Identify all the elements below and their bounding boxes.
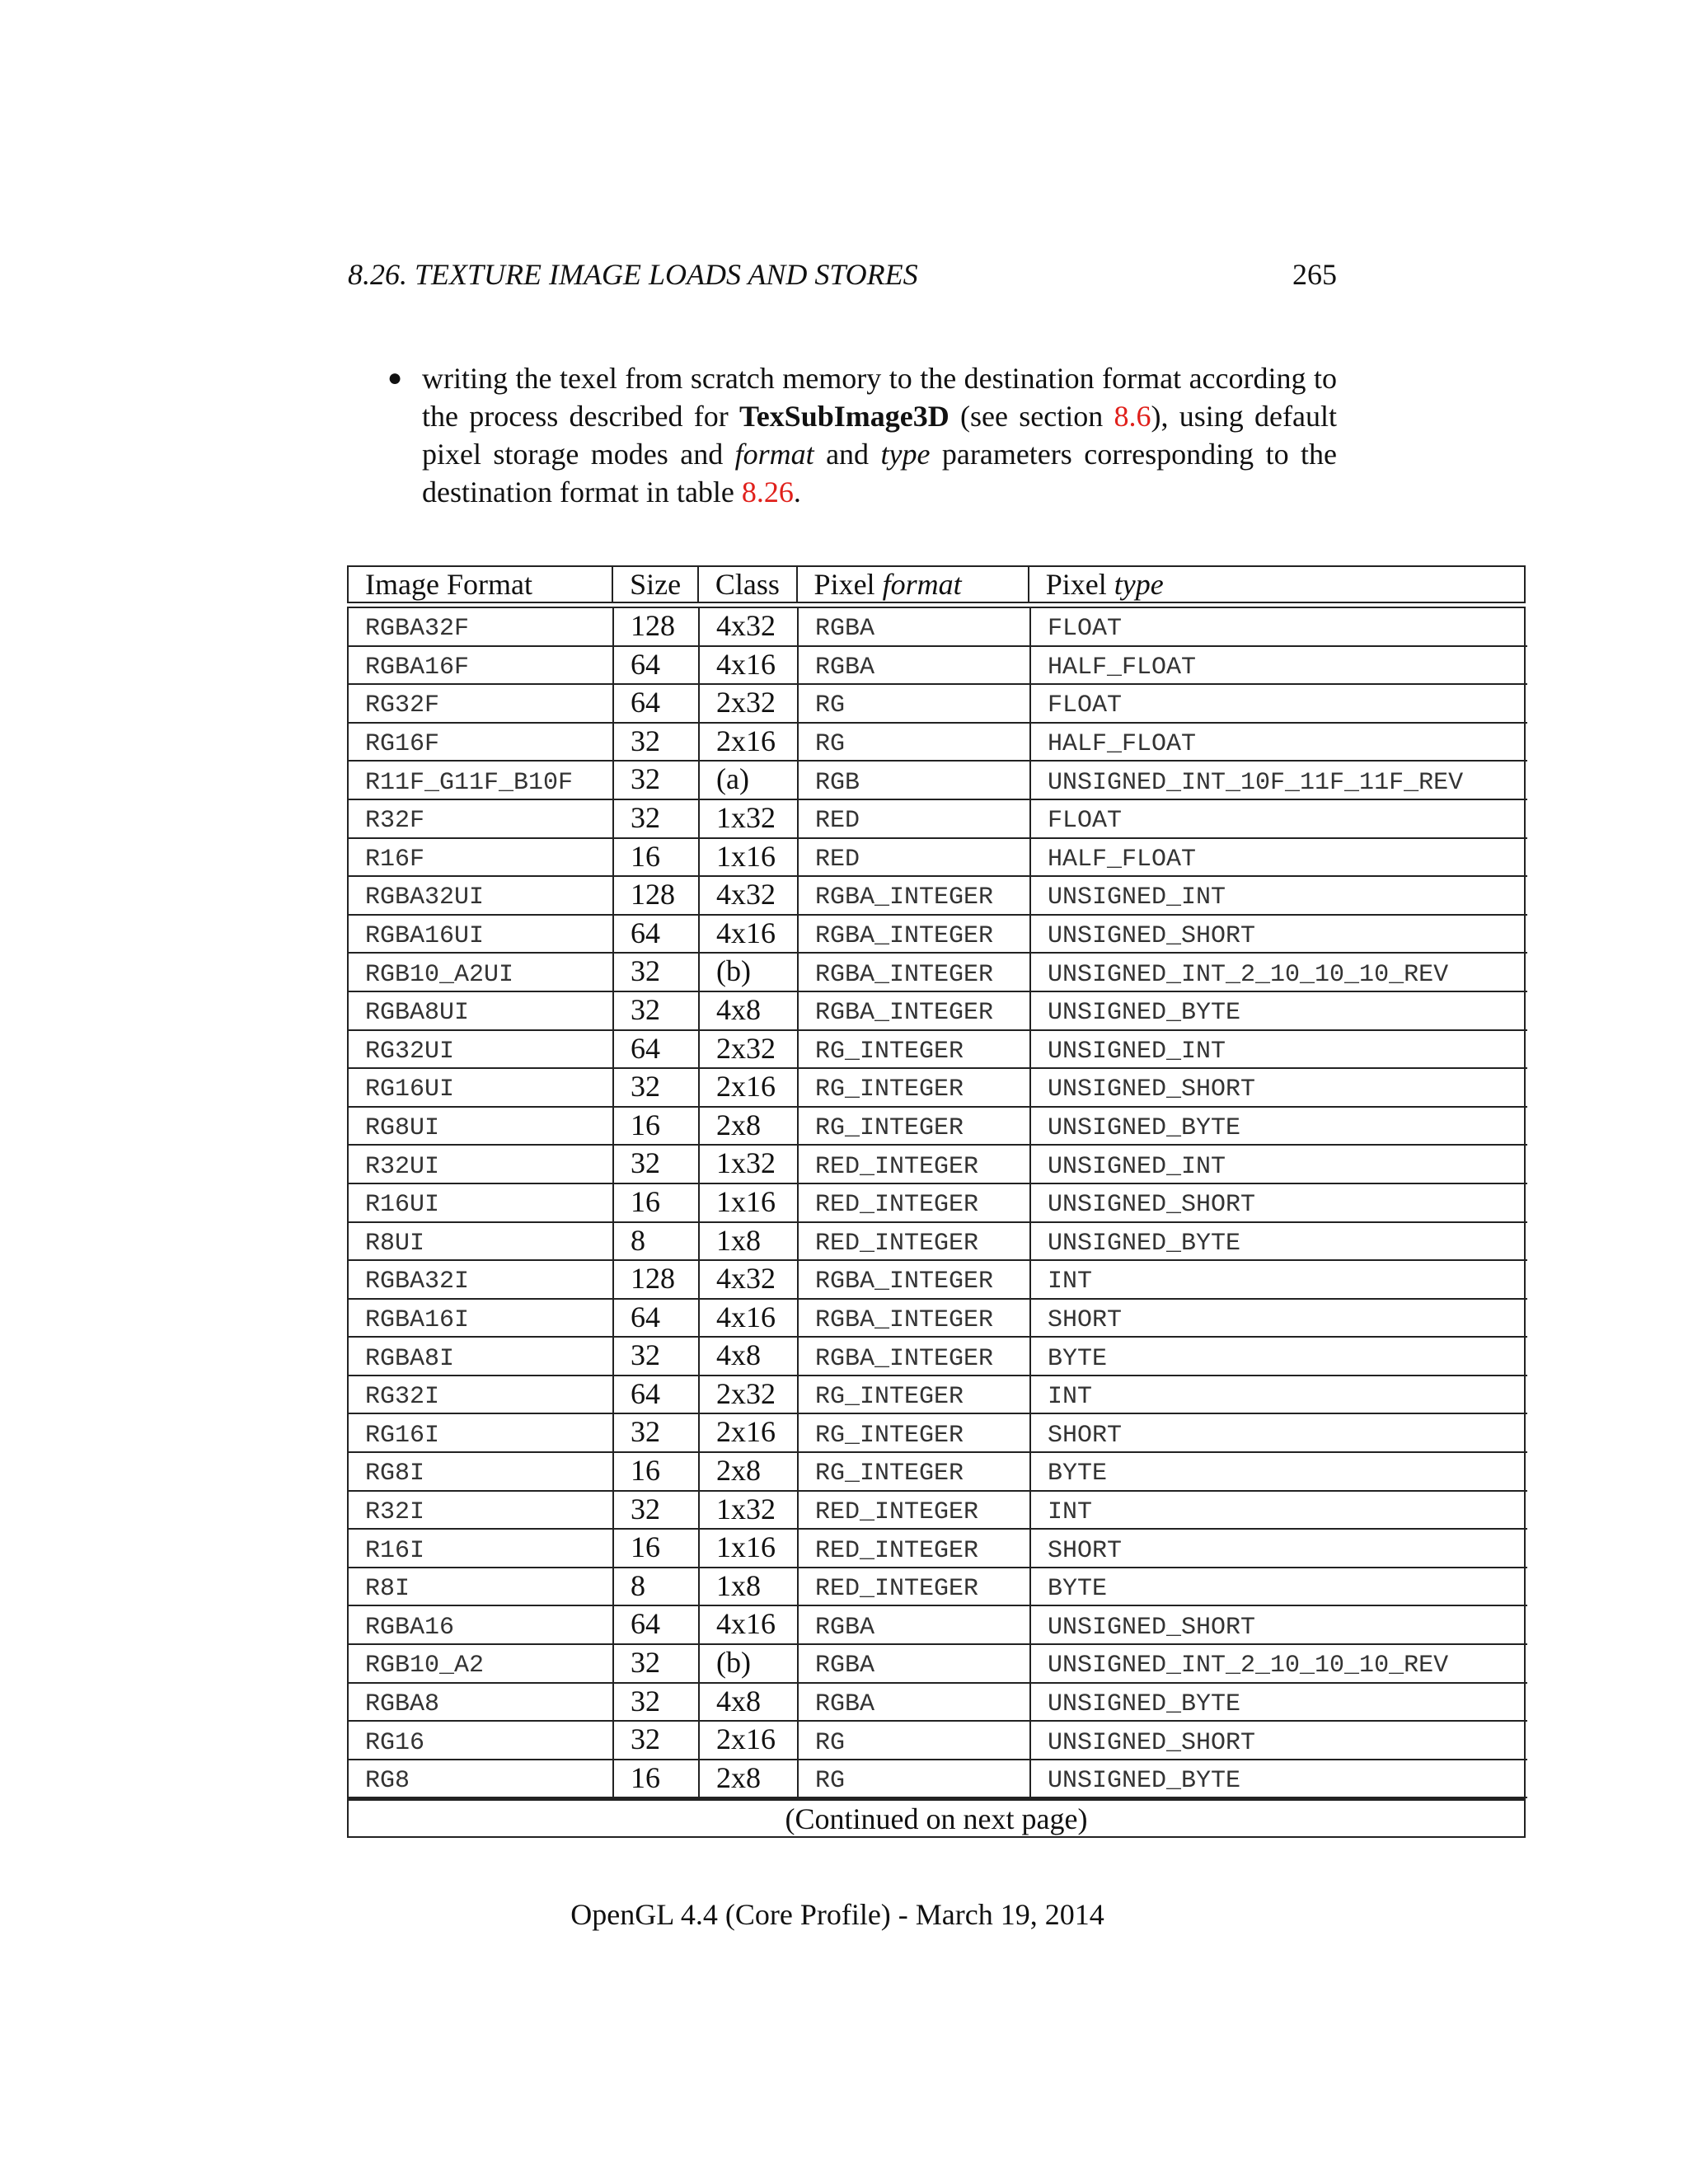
cell-size: 16 [614, 1184, 700, 1221]
table-row [349, 1261, 1527, 1300]
cell-image-format: RGBA8I [349, 1338, 614, 1375]
cell-image-format: R16UI [349, 1184, 614, 1221]
cell-size: 64 [614, 916, 700, 953]
table-row [349, 608, 1527, 647]
bullet-dot-icon: ● [387, 364, 403, 391]
cell-image-format: RGBA8 [349, 1684, 614, 1721]
cell-image-format: RGBA32F [349, 608, 614, 645]
table-row [349, 1568, 1527, 1607]
cell-class: 2x8 [700, 1108, 799, 1145]
cell-pixel-format: RGBA [799, 608, 1031, 645]
table-row [349, 1722, 1527, 1760]
cell-pixel-format: RG_INTEGER [799, 1414, 1031, 1451]
cell-size: 128 [614, 608, 700, 645]
table-row [349, 1606, 1527, 1645]
cell-size: 32 [614, 954, 700, 991]
cell-size: 64 [614, 647, 700, 684]
bullet-line [422, 473, 1337, 511]
cell-class: 2x16 [700, 1722, 799, 1759]
cell-size: 32 [614, 1338, 700, 1375]
text-run: pixel storage modes and [422, 438, 735, 471]
cell-image-format: R16I [349, 1530, 614, 1567]
text-run: destination format in table [422, 476, 742, 509]
text-run: the process described for [422, 400, 739, 433]
cell-pixel-type: INT [1048, 1497, 1093, 1526]
cell-size: 64 [614, 1376, 700, 1413]
cell-size: 16 [614, 839, 700, 876]
cell-pixel-format: RGBA [799, 1684, 1031, 1721]
cell-size: 32 [614, 762, 700, 799]
header-image-format: Image Format [349, 567, 613, 602]
header-text-italic: type [1114, 568, 1164, 601]
cell-pixel-type: UNSIGNED_SHORT [1048, 1728, 1256, 1757]
cell-pixel-type: UNSIGNED_SHORT [1048, 1613, 1256, 1642]
param-format: format [734, 438, 814, 471]
cell-size: 64 [614, 1300, 700, 1337]
cell-image-format: RG16I [349, 1414, 614, 1451]
running-header [348, 257, 1337, 298]
cell-pixel-format: RED_INTEGER [799, 1530, 1031, 1567]
cell-image-format: RGBA32UI [349, 877, 614, 914]
cell-size: 32 [614, 992, 700, 1029]
cell-pixel-format: RG_INTEGER [799, 1453, 1031, 1490]
cell-class: 1x16 [700, 1184, 799, 1221]
cell-image-format: RG32I [349, 1376, 614, 1413]
cell-size: 32 [614, 1146, 700, 1183]
cell-pixel-format: RGBA [799, 1645, 1031, 1682]
cell-image-format: RGB10_A2UI [349, 954, 614, 991]
cell-pixel-type: UNSIGNED_INT [1048, 1037, 1226, 1066]
cell-size: 64 [614, 685, 700, 722]
cell-size: 32 [614, 1414, 700, 1451]
table-row [349, 1453, 1527, 1492]
continued-note: (Continued on next page) [347, 1798, 1526, 1838]
table-row [349, 1376, 1527, 1415]
function-name: TexSubImage3D [738, 400, 950, 433]
table-header-row [347, 565, 1526, 603]
cell-pixel-format: RGBA_INTEGER [799, 1300, 1031, 1337]
page-footer [0, 1897, 1688, 1932]
table-row [349, 1760, 1527, 1799]
bullet-line [422, 435, 1337, 473]
cell-pixel-format: RED_INTEGER [799, 1146, 1031, 1183]
cell-pixel-format: RED_INTEGER [799, 1184, 1031, 1221]
table-row [349, 916, 1527, 954]
cell-pixel-format: RGBA_INTEGER [799, 992, 1031, 1029]
section-title: 8.26. TEXTURE IMAGE LOADS AND STORES [348, 258, 918, 291]
cell-pixel-type: UNSIGNED_BYTE [1048, 1114, 1241, 1143]
cell-size: 16 [614, 1453, 700, 1490]
table-row [349, 1069, 1527, 1108]
cell-pixel-format: RG_INTEGER [799, 1376, 1031, 1413]
cell-size: 32 [614, 1492, 700, 1529]
cell-class: 4x8 [700, 992, 799, 1029]
cell-pixel-type: UNSIGNED_BYTE [1048, 999, 1241, 1028]
cell-class: 2x32 [700, 685, 799, 722]
cell-pixel-format: RG [799, 685, 1031, 722]
table-row [349, 1645, 1527, 1684]
cell-size: 32 [614, 1069, 700, 1106]
table-row [349, 1492, 1527, 1530]
table-row [349, 877, 1527, 916]
bullet-line [422, 397, 1337, 435]
table-link[interactable]: 8.26 [741, 476, 794, 509]
cell-image-format: RGBA16UI [349, 916, 614, 953]
table-row [349, 1300, 1527, 1338]
cell-pixel-type: HALF_FLOAT [1048, 845, 1197, 874]
cell-pixel-format: RED_INTEGER [799, 1568, 1031, 1605]
cell-pixel-format: RG_INTEGER [799, 1069, 1031, 1106]
cell-class: (b) [700, 1645, 799, 1682]
cell-size: 32 [614, 1722, 700, 1759]
table-row [349, 1146, 1527, 1184]
cell-pixel-format: RED_INTEGER [799, 1223, 1031, 1260]
cell-size: 64 [614, 1606, 700, 1643]
cell-class: 4x8 [700, 1338, 799, 1375]
cell-pixel-type: UNSIGNED_BYTE [1048, 1229, 1241, 1258]
cell-pixel-type: UNSIGNED_BYTE [1048, 1767, 1241, 1796]
cell-pixel-format: RED [799, 839, 1031, 876]
cell-image-format: RG32UI [349, 1031, 614, 1068]
header-pixel-type [1029, 567, 1524, 602]
cell-size: 16 [614, 1108, 700, 1145]
page-number: 265 [1292, 258, 1337, 291]
cell-pixel-format: RGBA [799, 1606, 1031, 1643]
cell-size: 128 [614, 877, 700, 914]
table-body [347, 607, 1526, 1798]
cell-pixel-type: UNSIGNED_SHORT [1048, 922, 1256, 951]
cell-pixel-type: UNSIGNED_INT_2_10_10_10_REV [1048, 1652, 1449, 1680]
table-row [349, 1338, 1527, 1376]
cell-class: 1x32 [700, 1146, 799, 1183]
cell-pixel-type: UNSIGNED_INT_2_10_10_10_REV [1048, 960, 1449, 989]
cell-class: 4x16 [700, 916, 799, 953]
cell-pixel-format: RG [799, 724, 1031, 761]
cell-pixel-type: HALF_FLOAT [1048, 653, 1197, 682]
header-size: Size [613, 567, 699, 602]
cell-image-format: R32I [349, 1492, 614, 1529]
cell-pixel-type: UNSIGNED_INT_10F_11F_11F_REV [1048, 768, 1464, 797]
cell-image-format: RG8UI [349, 1108, 614, 1145]
cell-image-format: RG16UI [349, 1069, 614, 1106]
cell-pixel-type: SHORT [1048, 1536, 1123, 1565]
cell-image-format: RG16F [349, 724, 614, 761]
cell-pixel-type: INT [1048, 1383, 1093, 1412]
text-run: ), using default [1151, 400, 1337, 433]
cell-size: 64 [614, 1031, 700, 1068]
table-row [349, 762, 1527, 800]
cell-pixel-format: RG [799, 1760, 1031, 1797]
header-class: Class [699, 567, 798, 602]
cell-pixel-format: RGBA [799, 647, 1031, 684]
cell-class: 2x32 [700, 1376, 799, 1413]
cell-class: 1x8 [700, 1223, 799, 1260]
cell-pixel-type: UNSIGNED_INT [1048, 1152, 1226, 1181]
text-run: parameters corresponding to the [930, 438, 1337, 471]
cell-image-format: RGBA16F [349, 647, 614, 684]
cell-class: 1x8 [700, 1568, 799, 1605]
table-row [349, 1684, 1527, 1722]
header-text: Pixel [1045, 568, 1107, 601]
cell-image-format: RG8 [349, 1760, 614, 1797]
table-row [349, 724, 1527, 762]
cell-size: 16 [614, 1530, 700, 1567]
cell-size: 128 [614, 1261, 700, 1298]
header-text-italic: format [882, 568, 962, 601]
bullet-line: writing the texel from scratch memory to the destination format according to [422, 362, 1337, 395]
cell-size: 8 [614, 1568, 700, 1605]
cell-pixel-type: BYTE [1048, 1344, 1108, 1373]
header-text: Pixel [814, 568, 875, 601]
cell-size: 8 [614, 1223, 700, 1260]
table-row [349, 1031, 1527, 1070]
cell-pixel-format: RED [799, 800, 1031, 837]
cell-image-format: RGBA16 [349, 1606, 614, 1643]
cell-pixel-type: UNSIGNED_SHORT [1048, 1191, 1256, 1220]
table-row [349, 647, 1527, 686]
cell-class: 4x16 [700, 1606, 799, 1643]
cell-pixel-format: RGBA_INTEGER [799, 916, 1031, 953]
cell-class: 1x32 [700, 800, 799, 837]
cell-pixel-type: UNSIGNED_BYTE [1048, 1690, 1241, 1718]
cell-pixel-type: BYTE [1048, 1460, 1108, 1488]
cell-class: 4x8 [700, 1684, 799, 1721]
cell-image-format: R8I [349, 1568, 614, 1605]
cell-pixel-type: UNSIGNED_SHORT [1048, 1076, 1256, 1104]
cell-size: 32 [614, 800, 700, 837]
cell-class: 4x16 [700, 1300, 799, 1337]
cell-pixel-format: RGB [799, 762, 1031, 799]
text-run: and [814, 438, 881, 471]
param-type: type [880, 438, 931, 471]
section-link[interactable]: 8.6 [1114, 400, 1151, 433]
cell-class: 2x32 [700, 1031, 799, 1068]
cell-pixel-type: FLOAT [1048, 691, 1123, 720]
cell-pixel-format: RGBA_INTEGER [799, 877, 1031, 914]
cell-pixel-type: INT [1048, 1268, 1093, 1296]
cell-class: 2x16 [700, 1414, 799, 1451]
cell-image-format: R11F_G11F_B10F [349, 762, 614, 799]
cell-size: 32 [614, 724, 700, 761]
cell-pixel-format: RGBA_INTEGER [799, 1338, 1031, 1375]
cell-pixel-format: RED_INTEGER [799, 1492, 1031, 1529]
text-run: (see section [949, 400, 1114, 433]
cell-class: 2x8 [700, 1760, 799, 1797]
table-row [349, 800, 1527, 839]
cell-pixel-format: RGBA_INTEGER [799, 1261, 1031, 1298]
cell-image-format: RG32F [349, 685, 614, 722]
table-row [349, 1223, 1527, 1262]
cell-class: (a) [700, 762, 799, 799]
cell-pixel-type: UNSIGNED_INT [1048, 883, 1226, 912]
table-row [349, 1108, 1527, 1146]
header-pixel-format [798, 567, 1029, 602]
cell-pixel-format: RG_INTEGER [799, 1031, 1031, 1068]
format-table [347, 565, 1526, 1838]
cell-pixel-format: RG_INTEGER [799, 1108, 1031, 1145]
cell-class: 1x16 [700, 839, 799, 876]
cell-class: 4x32 [700, 877, 799, 914]
cell-class: 2x16 [700, 1069, 799, 1106]
cell-class: (b) [700, 954, 799, 991]
cell-image-format: RGBA8UI [349, 992, 614, 1029]
table-row [349, 954, 1527, 992]
cell-pixel-type: HALF_FLOAT [1048, 730, 1197, 759]
table-row [349, 1184, 1527, 1223]
cell-class: 2x16 [700, 724, 799, 761]
cell-image-format: R32F [349, 800, 614, 837]
cell-image-format: RGBA16I [349, 1300, 614, 1337]
cell-pixel-format: RG [799, 1722, 1031, 1759]
cell-pixel-type: SHORT [1048, 1305, 1123, 1334]
cell-class: 4x32 [700, 1261, 799, 1298]
cell-image-format: R8UI [349, 1223, 614, 1260]
cell-pixel-type: BYTE [1048, 1575, 1108, 1604]
cell-image-format: RGBA32I [349, 1261, 614, 1298]
cell-size: 32 [614, 1684, 700, 1721]
cell-class: 1x32 [700, 1492, 799, 1529]
cell-class: 2x8 [700, 1453, 799, 1490]
cell-image-format: R32UI [349, 1146, 614, 1183]
cell-pixel-format: RGBA_INTEGER [799, 954, 1031, 991]
cell-class: 4x16 [700, 647, 799, 684]
cell-size: 16 [614, 1760, 700, 1797]
cell-pixel-type: FLOAT [1048, 807, 1123, 836]
cell-image-format: R16F [349, 839, 614, 876]
table-row [349, 685, 1527, 724]
cell-image-format: RG16 [349, 1722, 614, 1759]
bullet-text [422, 359, 1337, 511]
cell-size: 32 [614, 1645, 700, 1682]
table-row [349, 992, 1527, 1031]
cell-pixel-type: FLOAT [1048, 615, 1123, 644]
table-row [349, 1414, 1527, 1453]
footer-text: OpenGL 4.4 (Core Profile) - March 19, 2014 [570, 1898, 1104, 1931]
cell-image-format: RGB10_A2 [349, 1645, 614, 1682]
cell-class: 4x32 [700, 608, 799, 645]
cell-image-format: RG8I [349, 1453, 614, 1490]
cell-pixel-type: SHORT [1048, 1421, 1123, 1450]
table-row [349, 839, 1527, 878]
text-run: . [793, 476, 801, 509]
cell-class: 1x16 [700, 1530, 799, 1567]
table-row [349, 1530, 1527, 1568]
